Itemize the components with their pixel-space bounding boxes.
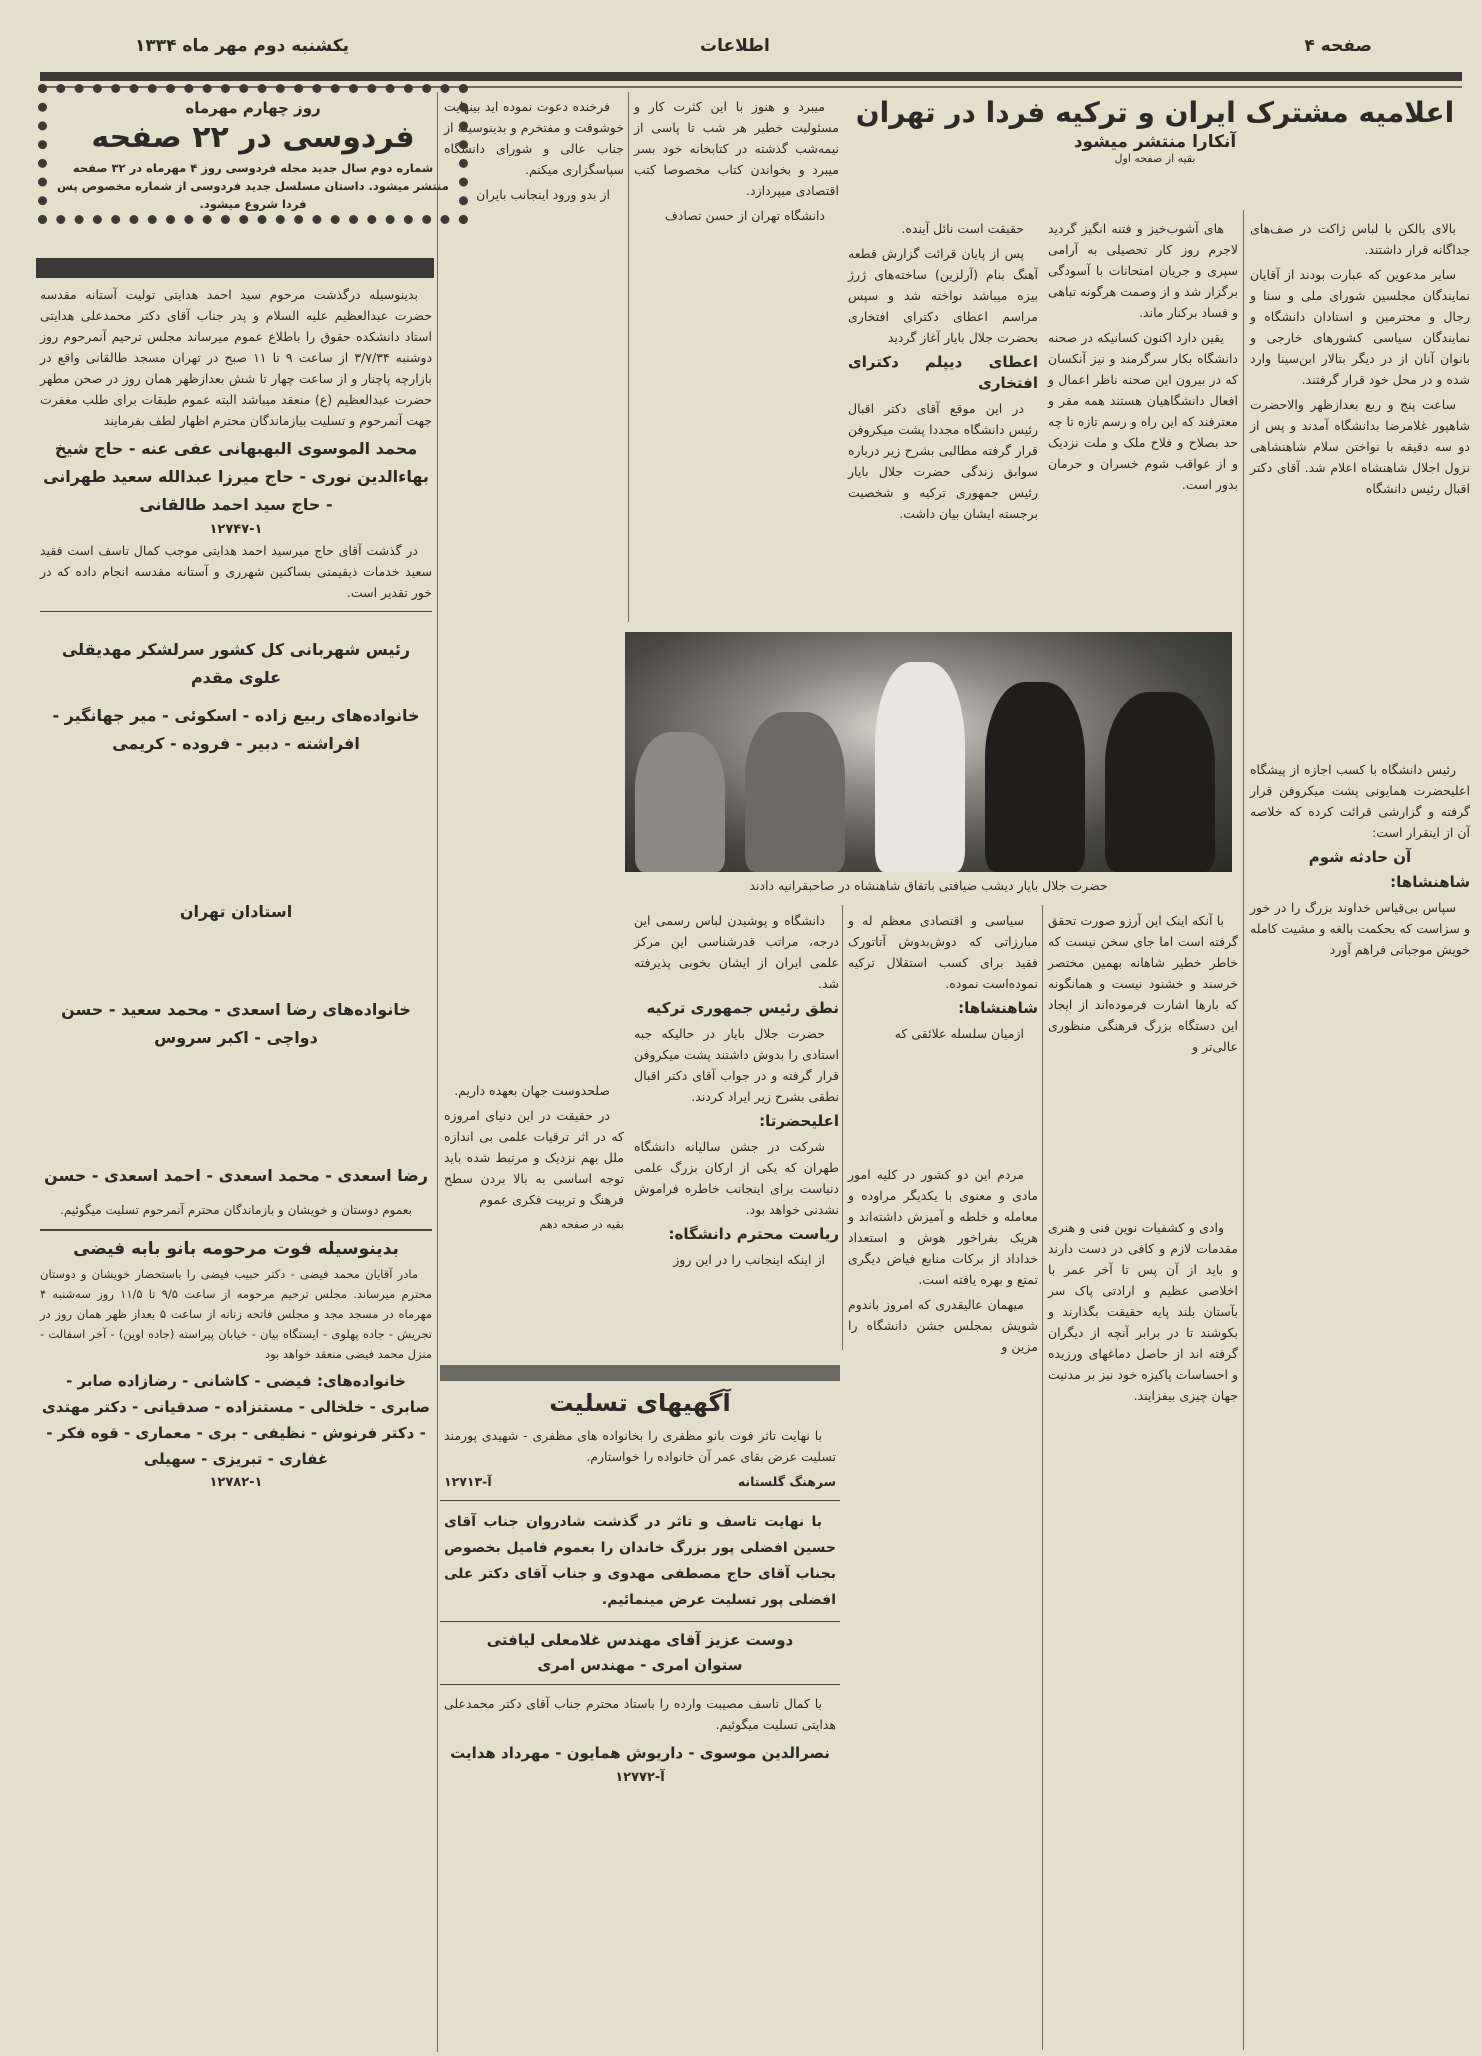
photo-caption: حضرت جلال بایار دیشب ضیافتی باتفاق شاهنشاه در صاحبقرانیه دادند — [749, 878, 1108, 893]
subheadline: آنکارا منتشر میشود — [1073, 132, 1237, 152]
condolence-ad — [440, 1509, 840, 1613]
paragraph: بالای بالکن با لباس ژاکت در صف‌های جداگانه قرار داشتند. — [1250, 221, 1470, 257]
notice-signers: خانواده‌های رضا اسعدی - محمد سعید - حسن دواچی - اکبر سروس — [61, 1000, 411, 1047]
condolence-ad — [440, 1693, 840, 1788]
masthead-rule — [40, 72, 1462, 81]
news-photo — [625, 632, 1232, 872]
notice-code: ۱۲۷۸۲-۱ — [209, 1475, 263, 1490]
notice-signers: خانواده‌های: فیضی - کاشانی - رضازاده صابر - صابری - خلخالی - مستنزاده - صدقیانی - دکتر مهتدی - دکتر فرنوش - نظیفی - بری - معماری - قوه فکر - غفاری - تبریزی - سهیلی — [42, 1372, 430, 1468]
paragraph: حقیقت است نائل آینده. — [901, 221, 1024, 236]
article-column — [848, 910, 1038, 1361]
paragraph: با آنکه اینک این آرزو صورت تحقق گرفته است اما جای سخن نیست که خاطر خطیر شاهانه بهمین مختصر خرسند و خشنود نیست و همانگونه که بارها اشارت فرموده‌اند از ایجاد این دستگاه بزرگ فرهنگی منظوری عالی‌تر و — [1048, 913, 1238, 1054]
paragraph: یقین دارد اکنون کسانیکه در صحنه دانشگاه بکار سرگرمند و نیز آنکسان که در بیرون این صحنه ناظر اعمال و افعال دانشگاهیان هستند همه مقر و معترفند که این راه و رسم تازه تا چه حد بصلاح و فلاح ملک و ملت نزدیک و از عواقب شوم خسران و حرمان بدور است. — [1048, 330, 1238, 492]
notice-signers: خانواده‌های ربیع زاده - اسکوئی - میر جهانگیر - افراشته - دبیر - فروده - کریمی — [52, 706, 420, 753]
paragraph: در حقیقت در این دنیای امروزه که در اثر ترقیات علمی بی اندازه ملل بهم نزدیک و مرتبط شده باید توجه اساسی به بالا بردن سطح فرهنگ و تربیت فکری عموم — [444, 1108, 624, 1207]
paragraph: سایر مدعوین که عبارت بودند از آقایان نمایندگان مجلسین شورای ملی و سنا و رجال و محترمین و استادان دانشگاه و نمایندگان سیاسی کشورهای خارجی و بانوان آنان از در دیگر بتالار ابن‌سینا وارد شده و در محل خود قرار گرفتند. — [1250, 267, 1470, 387]
notice-title: بدینوسیله فوت مرحومه بانو بابه فیضی — [73, 1239, 399, 1259]
ad-text: با نهایت تاسف و تاثر در گذشت شادروان جناب آقای حسین افضلی پور بزرگ خاندان را بعموم فامیل بخصوص بجناب آقای حاج مصطفی مهدوی و جناب آقای دکتر علی افضلی پور تسلیت عرض مینمائیم. — [444, 1514, 836, 1608]
notice-signers: رضا اسعدی - محمد اسعدی - احمد اسعدی - حسن — [44, 1166, 428, 1185]
paragraph: صلحدوست جهان بعهده داریم. — [454, 1083, 610, 1098]
ferdowsi-magazine-ad — [38, 84, 468, 224]
section-bar — [440, 1365, 840, 1381]
ad-signer: سرهنگ گلستانه — [737, 1474, 836, 1489]
condolence-ad — [440, 1425, 840, 1492]
notice-signers: محمد الموسوی البهبهانی عفی عنه - حاج شیخ بهاءالدین نوری - حاج میرزا عبدالله سعید طهرانی - حاج سید احمد طالقانی — [43, 439, 429, 514]
notice-text: مادر آقایان محمد فیضی - دکتر حبیب فیضی را باستحضار خویشان و دوستان محترم میرساند. مجلس ترحیم مرحومه از ساعت ۹/۵ تا ۱۱/۵ روز سه‌شنبه ۴ مهرماه در مسجد مجد و مجلس فاتحه زنانه از ساعت ۵ بعداز ظهر همان روز در تجریش - جاده پهلوی - ایستگاه بیان - خیابان پیراسته (جاده اوین) - آخر اسفالت - منزل محمد فیضی منعقد خواهد بود — [40, 1267, 432, 1361]
ad-body: شماره دوم سال جدید مجله فردوسی روز ۴ مهرماه در ۳۲ صفحه منتشر میشود. داستان مسلسل جدید فردوسی از شماره مخصوص پس فردا شروع میشود. — [57, 161, 449, 211]
article-column — [1250, 218, 1470, 964]
paragraph: از بدو ورود اینجانب بایران — [476, 187, 610, 202]
article-column — [444, 96, 624, 209]
main-headline: اعلامیه مشترک ایران و ترکیه فردا در تهران — [855, 96, 1455, 129]
obituary-column — [40, 284, 432, 1493]
paragraph: دانشگاه تهران از حسن تصادف — [664, 208, 825, 223]
ad-text: با کمال تاسف مصیبت وارده را باستاد محترم جناب آقای دکتر محمدعلی هدایتی تسلیت میگوئیم. — [444, 1696, 836, 1732]
issue-date: یکشنبه دوم مهر ماه ۱۳۳۴ — [135, 36, 349, 56]
section-heading: آن حادثه شوم — [1308, 848, 1412, 866]
section-heading: شاهنشاها: — [958, 999, 1038, 1017]
paragraph: های آشوب‌خیز و فتنه انگیز گردید لاجرم روز کار تحصیلی به آرامی سپری و جریان امتحانات با آسودگی برگزار شد و از وصمت هرگونه تباهی و فساد برکنار ماند. — [1048, 221, 1238, 320]
ad-code: آ-۱۲۷۱۳ — [444, 1474, 492, 1489]
notice-text: بدینوسیله درگذشت مرحوم سید احمد هدایتی تولیت آستانه مقدسه حضرت عبدالعظیم علیه السلام و پدر جناب آقای دکتر محمدعلی هدایتی استاد دانشکده حقوق را باطلاع عموم میرساند مجلس ترحیم آنمرحوم روز دوشنبه ۳/۷/۳۴ از ساعت ۹ تا ۱۱ صبح در تهران مسجد طالقانی واقع در بازارچه پاچنار و از ساعت چهار تا شش بعدازظهر همان روز در صحن مطهر حضرت عبدالعظیم (ع) منعقد میباشد البته عموم طبقات برای طلب مغفرت جهت آنمرحوم و تسلیت بیازماندگان محترم اظهار لطف بفرمایند — [40, 287, 433, 428]
ad-signer: نصرالدین موسوی - داریوش همایون - مهرداد هدایت — [450, 1744, 830, 1762]
article-column — [444, 1080, 624, 1235]
column-divider — [1042, 905, 1043, 2050]
page-number: صفحه ۴ — [1304, 36, 1372, 56]
column-divider — [628, 92, 629, 622]
ad-code: آ-۱۲۷۷۲ — [615, 1770, 665, 1785]
ad-title: فردوسی در ۲۲ صفحه — [91, 120, 415, 155]
section-heading: ریاست محترم دانشگاه: — [668, 1225, 839, 1243]
paragraph: میبرد و هنوز با این کثرت کار و مسئولیت خطیر هر شب تا پاسی از نیمه‌شب گذشته در کتابخانه خود بسر میبرد و بخواندن کتاب مخصوصا کتب اقتصادی میپردازد. — [634, 99, 839, 198]
ad-text: دوست عزیز آقای مهندس غلامعلی لیافتی — [486, 1631, 794, 1649]
main-headline-block — [848, 94, 1462, 165]
section-heading: شاهنشاها: — [1390, 873, 1470, 891]
paragraph: دانشگاه و پوشیدن لباس رسمی این درجه، مراتب قدرشناسی این مرکز علمی ایران از ایشان بخوبی پذیرفته شد. — [634, 913, 839, 991]
paragraph: از اینکه اینجانب را در این روز — [673, 1252, 825, 1267]
paragraph: رئیس دانشگاه با کسب اجازه از پیشگاه اعلیحضرت همایونی پشت میکروفن قرار گرفته و گزارشی قرائت کرده که خلاصه آن از اینقرار است: — [1250, 762, 1470, 840]
divider — [440, 1621, 840, 1622]
notice-signers: رئیس شهربانی کل کشور سرلشکر مهدیقلی علوی مقدم — [61, 640, 411, 687]
notice-code: ۱۲۷۴۷-۱ — [209, 522, 263, 537]
paragraph: ساعت پنج و ربع بعدازظهر والاحضرت شاهپور غلامرضا بدانشگاه آمدند و پس از دو سه دقیقه با نواختن سلام شاهنشاهی نزول اجلال شاهنشاه اعلام شد. آقای دکتر اقبال رئیس دانشگاه — [1250, 397, 1470, 496]
column-divider — [1243, 210, 1244, 2050]
paragraph: فرخنده دعوت نموده اید بینهایت خوشوقت و مفتخرم و بدینوسیله از جناب عالی و شورای دانشگاه سپاسگزاری میکنم. — [444, 99, 624, 177]
paragraph: وادی و کشفیات نوین فنی و هنری مقدمات لازم و کافی در دست دارند و باید از آن پس تا آخر عمر با اخلاصی عظیم و ارادتی پاک سر بآستان بلند پایه حقیقت بگذارند و بکوشند تا در برابر آنچه از دیگران گرفته اند از حاصل دماغهای ورزیده و احساسات پاکیزه خود نیز بر مدنیت جهان چیزی بیفزایند. — [1048, 1220, 1238, 1403]
section-heading: نطق رئیس جمهوری ترکیه — [646, 999, 839, 1017]
divider — [40, 611, 432, 612]
paragraph: حضرت جلال بایار در حالیکه جبه استادی را بدوش داشتند پشت میکروفن قرار گرفته و در جواب آقای دکتر اقبال نطقی بشرح زیر ایراد کردند. — [634, 1026, 839, 1104]
notice-signers: استادان تهران — [179, 902, 293, 921]
continued-from: بقیه از صفحه اول — [1114, 152, 1196, 165]
paragraph: ازمیان سلسله علائقی که — [894, 1026, 1024, 1041]
continued-on: بقیه در صفحه دهم — [539, 1218, 624, 1231]
section-bar — [36, 258, 434, 278]
ad-signer: ستوان امری - مهندس امری — [537, 1656, 743, 1674]
divider — [440, 1684, 840, 1685]
section-heading: اعلیحضرتا: — [759, 1112, 839, 1130]
ad-kicker: روز چهارم مهرماه — [185, 99, 321, 117]
column-divider — [842, 905, 843, 1350]
article-column — [848, 218, 1038, 528]
condolences-section — [440, 1365, 840, 1788]
paragraph: میهمان عالیقدری که امروز باندوم شویش بمجلس جشن دانشگاه را مزین و — [848, 1297, 1038, 1354]
condolences-heading: آگهیهای تسلیت — [549, 1389, 731, 1417]
article-column — [634, 96, 839, 230]
notice-text: در گذشت آقای حاج میرسید احمد هدایتی موجب کمال تاسف است فقید سعید خدمات ذیقیمتی بساکنین شهرری و آستانه مقدسه انجام داده که در خور تقدیر است. — [40, 543, 432, 600]
closing-line: بعموم دوستان و خویشان و بازماندگان محترم آنمرحوم تسلیت میگوئیم. — [60, 1203, 412, 1217]
section-heading: اعطای دیپلم دکترای افتخاری — [848, 353, 1038, 392]
article-column — [1048, 910, 1238, 1410]
paragraph: در این موقع آقای دکتر اقبال رئیس دانشگاه مجددا پشت میکروفن قرار گرفته مطالبی بشرح زیر درباره سوابق زندگی حضرت جلال بایار رئیس جمهوری ترکیه و شخصیت برجسته ایشان بیان داشت. — [848, 401, 1038, 521]
newspaper-name: اطلاعات — [700, 36, 770, 56]
article-column — [1048, 218, 1238, 499]
column-divider — [437, 92, 438, 2052]
paragraph: سیاسی و اقتصادی معظم له و مبارزاتی که دوش‌بدوش آتاتورک فقید برای کسب استقلال ترکیه نموده‌است نموده. — [848, 913, 1038, 991]
divider — [40, 1229, 432, 1231]
ad-text: با نهایت تاثر فوت بانو مظفری را بخانواده های مظفری - شهیدی پورمند تسلیت عرض بقای عمر آن خانواده را خواستارم. — [444, 1428, 836, 1464]
paragraph: سپاس بی‌قیاس خداوند بزرگ را در خور و سزاست که بحکمت بالغه و مشیت کامله خویش موجباتی فراهم آورد — [1250, 900, 1470, 957]
paragraph: مردم این دو کشور در کلیه امور مادی و معنوی با یکدیگر مراوده و معامله و خلطه و آمیزش داشته‌اند و هریک بفراخور هوش و استعداد خداداد از برکات منابع فیاض دیگری تمتع و بهره یافته است. — [848, 1167, 1038, 1287]
condolence-ad — [440, 1630, 840, 1676]
divider — [440, 1500, 840, 1501]
paragraph: شرکت در جشن سالیانه دانشگاه طهران که یکی از ارکان بزرگ علمی دنیاست برای اینجانب خاطره فراموش نشدنی خواهد بود. — [634, 1139, 839, 1217]
article-column — [634, 910, 839, 1274]
paragraph: پس از پایان قرائت گزارش قطعه آهنگ بنام (آرلزین) ساخته‌های ژرژ بیزه میباشد نواخته شد و سپس مراسم اعطای دکترای افتخاری بحضرت جلال بایار آغاز گردید — [848, 246, 1038, 345]
